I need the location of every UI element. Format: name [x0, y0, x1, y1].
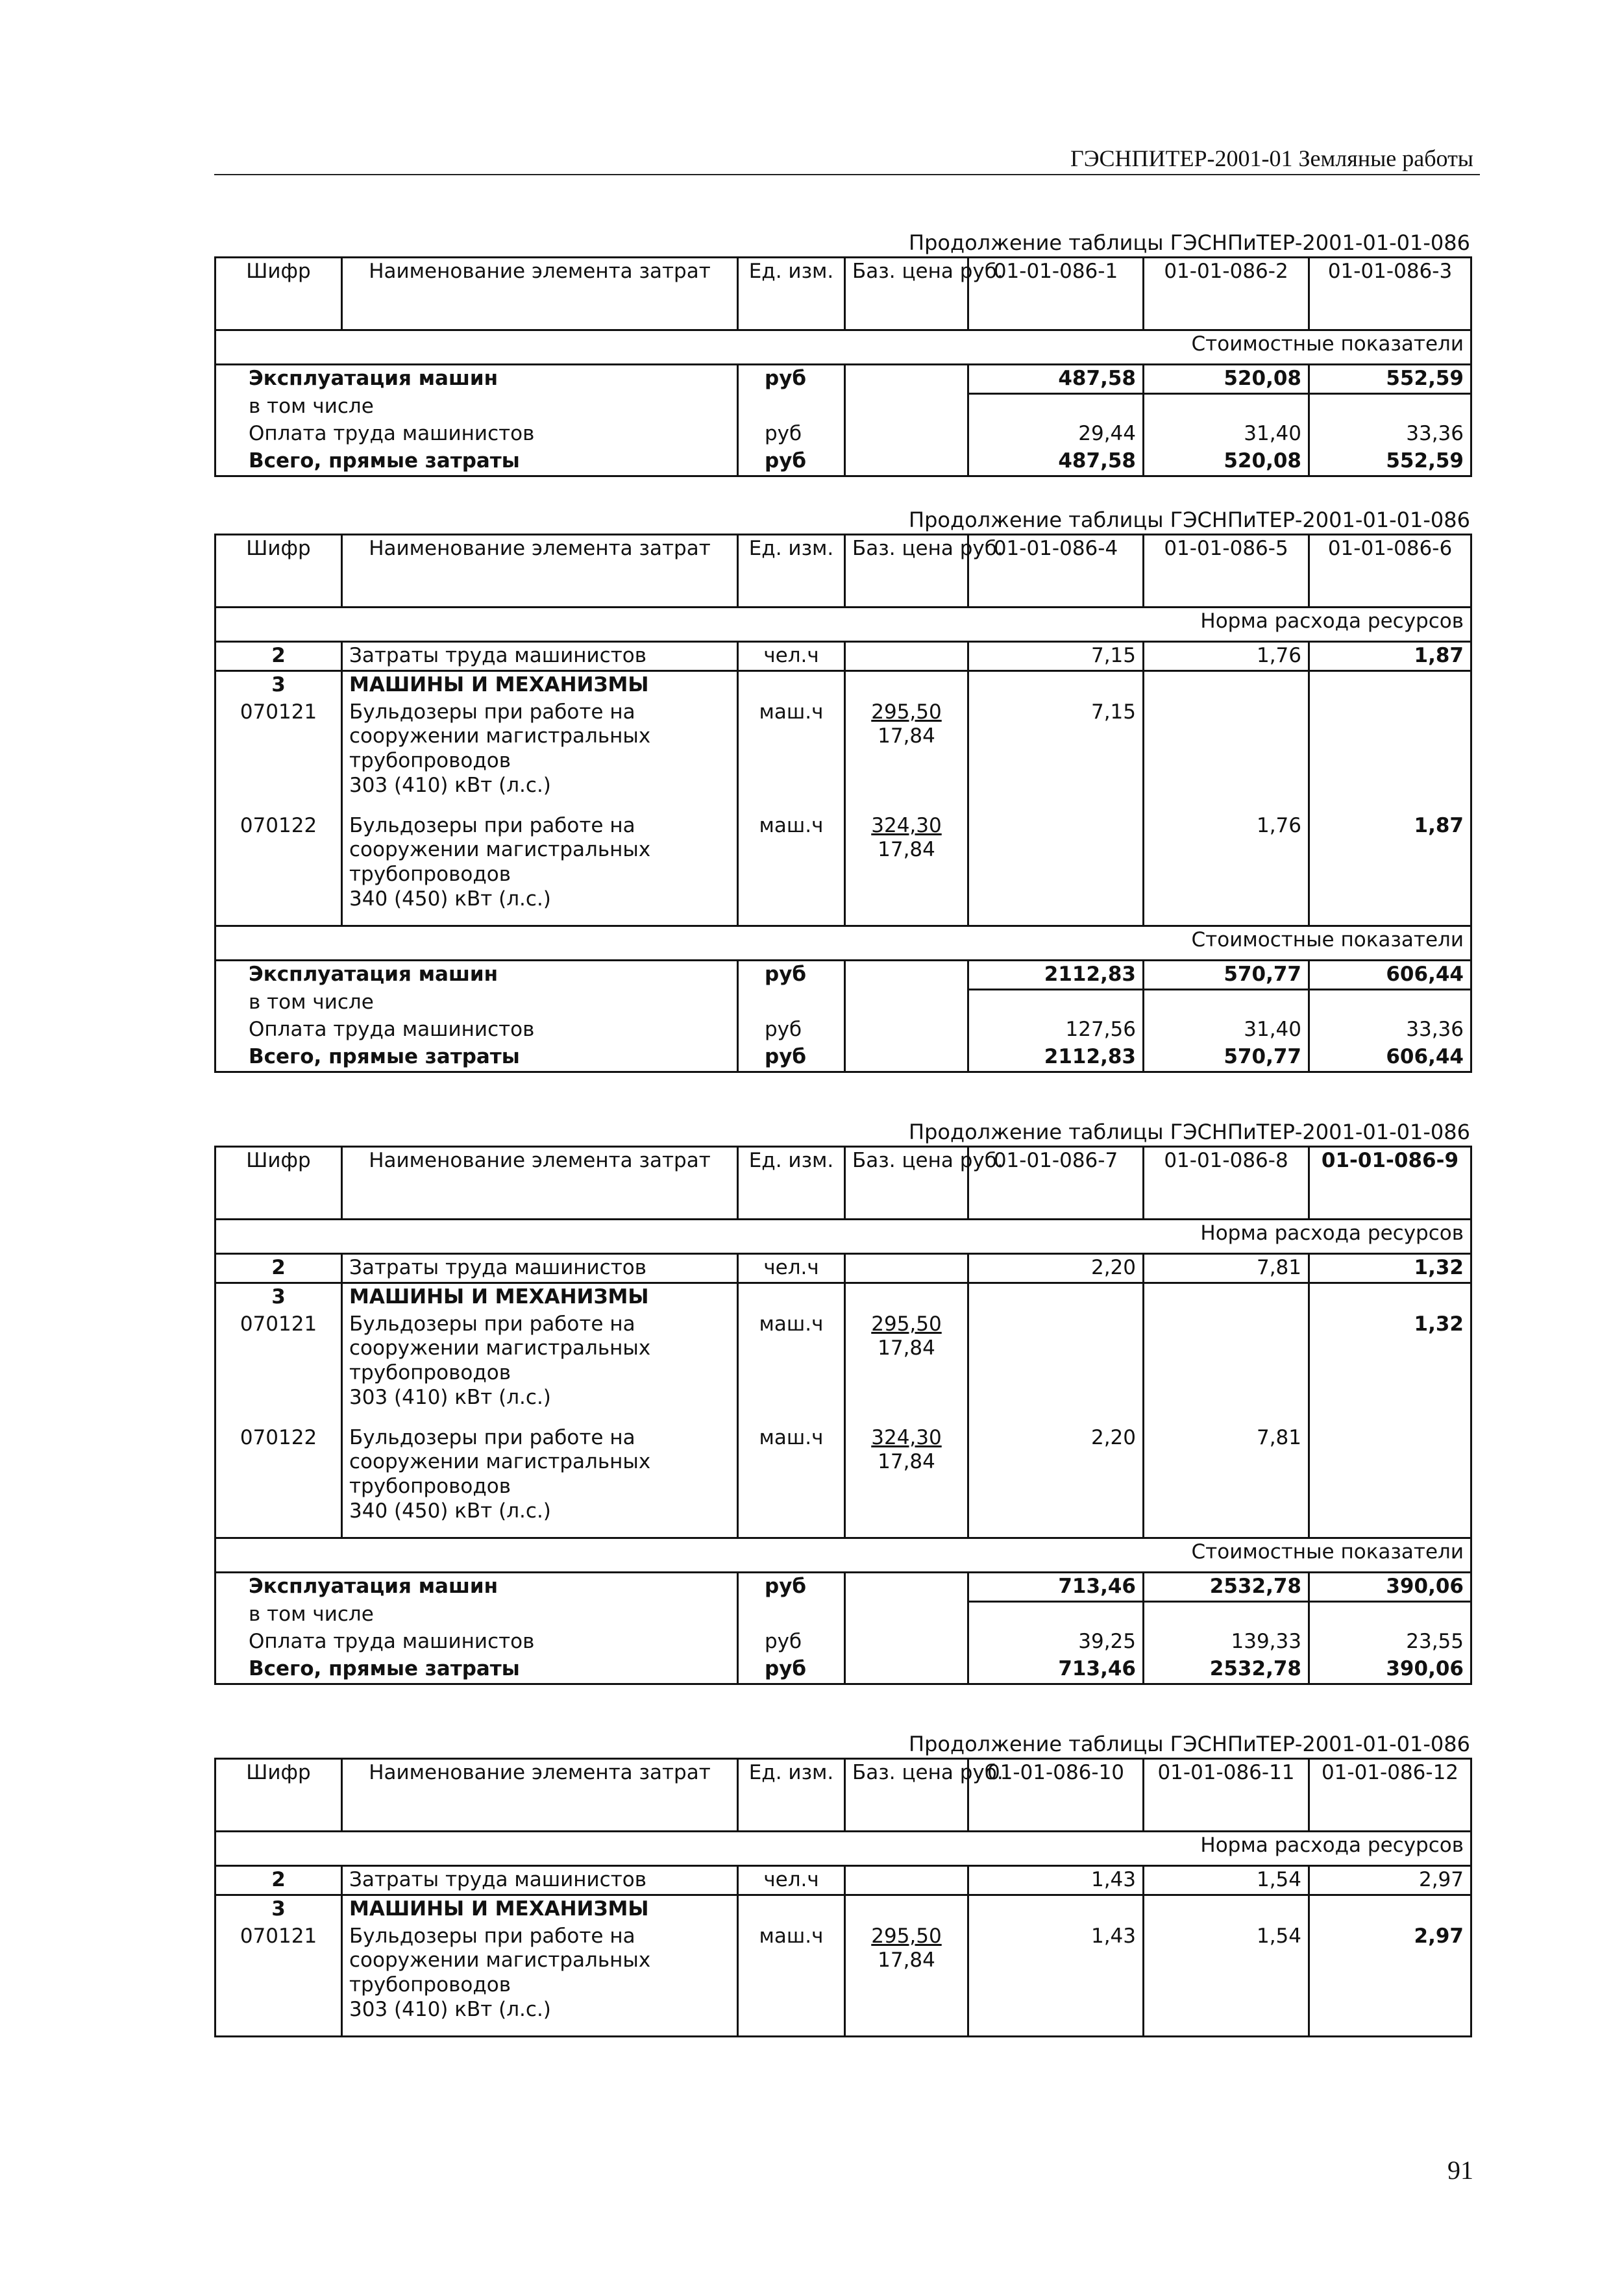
row-value: 1,54 [1144, 1866, 1309, 1895]
machine-row [215, 1425, 1471, 1538]
row-price [845, 699, 968, 813]
cost-value: 552,59 [1309, 365, 1471, 394]
section-label-cost: Стоимостные показатели [215, 926, 1471, 961]
cost-value: 23,55 [1309, 1628, 1471, 1656]
cost-name: в том числе [215, 1601, 738, 1628]
row-value: 1,87 [1309, 813, 1471, 926]
row-value: 1,54 [1144, 1923, 1309, 2037]
col-header-code: Шифр [215, 535, 342, 608]
cost-value: 2112,83 [968, 1044, 1144, 1072]
cost-value: 29,44 [968, 421, 1144, 448]
cost-value: 33,36 [1309, 421, 1471, 448]
name-line: трубопроводов [349, 1475, 511, 1499]
machines-heading-row [215, 1283, 1471, 1310]
cost-value: 390,06 [1309, 1656, 1471, 1684]
name-line: трубопроводов [349, 1361, 511, 1385]
cost-value: 139,33 [1144, 1628, 1309, 1656]
col-header-code-3: 01-01-086-6 [1309, 535, 1471, 608]
col-header-name: Наименование элемента затрат [342, 1759, 738, 1832]
estimate-table-4 [214, 1758, 1472, 2037]
name-line: трубопроводов [349, 863, 511, 887]
row-value [968, 1311, 1144, 1425]
wage-price: 17,84 [878, 838, 935, 862]
cost-unit: руб [738, 1044, 845, 1072]
table-header-row [215, 1759, 1471, 1832]
cost-value: 390,06 [1309, 1573, 1471, 1602]
col-header-unit: Ед. изм. [738, 258, 845, 330]
cost-name: Оплата труда машинистов [215, 421, 738, 448]
labor-row [215, 1254, 1471, 1283]
cost-unit: руб [738, 1628, 845, 1656]
cost-name: Оплата труда машинистов [215, 1016, 738, 1044]
cost-value: 713,46 [968, 1656, 1144, 1684]
cost-row [215, 1656, 1471, 1684]
row-value [1144, 699, 1309, 813]
cost-name: Всего, прямые затраты [215, 448, 738, 476]
cost-value: 31,40 [1144, 1016, 1309, 1044]
cost-value: 520,08 [1144, 448, 1309, 476]
row-value: 7,81 [1144, 1254, 1309, 1283]
row-value: 1,43 [968, 1923, 1144, 2037]
cost-value: 487,58 [968, 448, 1144, 476]
row-code: 070122 [215, 813, 342, 926]
section-label-norm: Норма расхода ресурсов [215, 1220, 1471, 1254]
col-header-price: Баз. цена руб. [845, 258, 968, 330]
name-line: трубопроводов [349, 749, 511, 773]
estimate-table-2 [214, 534, 1472, 1073]
row-unit: маш.ч [738, 1923, 845, 2037]
cost-unit: руб [738, 961, 845, 990]
table-caption: Продолжение таблицы ГЭСНПиТЕР-2001-01-01-086 [909, 508, 1470, 532]
row-value: 2,97 [1309, 1923, 1471, 2037]
cost-unit: руб [738, 1016, 845, 1044]
machines-heading-row [215, 1895, 1471, 1923]
cost-name: в том числе [215, 393, 738, 421]
estimate-table-1 [214, 256, 1472, 477]
cost-value: 2532,78 [1144, 1573, 1309, 1602]
base-price: 295,50 [871, 1312, 942, 1336]
table-caption: Продолжение таблицы ГЭСНПиТЕР-2001-01-01-086 [909, 230, 1470, 255]
col-header-code-2: 01-01-086-2 [1144, 258, 1309, 330]
row-value: 1,76 [1144, 642, 1309, 671]
section-label-norm: Норма расхода ресурсов [215, 1832, 1471, 1866]
cost-value: 2112,83 [968, 961, 1144, 990]
cost-row [215, 1601, 1471, 1628]
row-value: 2,20 [968, 1425, 1144, 1538]
row-value: 1,32 [1309, 1311, 1471, 1425]
col-header-code-1: 01-01-086-1 [968, 258, 1144, 330]
cost-value: 2532,78 [1144, 1656, 1309, 1684]
cost-value: 713,46 [968, 1573, 1144, 1602]
cost-row [215, 365, 1471, 394]
section-label-cost: Стоимостные показатели [215, 1538, 1471, 1573]
row-code: 070121 [215, 1923, 342, 2037]
cost-value: 487,58 [968, 365, 1144, 394]
section-label-norm: Норма расхода ресурсов [215, 608, 1471, 642]
cost-unit: руб [738, 448, 845, 476]
row-name [342, 1923, 738, 2037]
base-price: 324,30 [871, 813, 942, 837]
row-value: 7,81 [1144, 1425, 1309, 1538]
cost-row [215, 421, 1471, 448]
cost-row [215, 989, 1471, 1016]
row-value [968, 813, 1144, 926]
cost-name: Эксплуатация машин [215, 961, 738, 990]
row-value [1309, 1425, 1471, 1538]
cost-unit: руб [738, 365, 845, 394]
name-line: 303 (410) кВт (л.с.) [349, 774, 551, 798]
row-code: 070122 [215, 1425, 342, 1538]
cost-row [215, 1628, 1471, 1656]
cost-row [215, 1016, 1471, 1044]
cost-row [215, 1044, 1471, 1072]
section-label-cost: Стоимостные показатели [215, 330, 1471, 365]
cost-row [215, 1573, 1471, 1602]
machines-heading-row [215, 670, 1471, 698]
row-code: 3 [215, 670, 342, 698]
row-value: 2,20 [968, 1254, 1144, 1283]
row-name: МАШИНЫ И МЕХАНИЗМЫ [342, 670, 738, 698]
name-line: Бульдозеры при работе на [349, 1425, 635, 1449]
row-unit: маш.ч [738, 1311, 845, 1425]
name-line: Бульдозеры при работе на [349, 700, 635, 724]
col-header-name: Наименование элемента затрат [342, 535, 738, 608]
base-price: 324,30 [871, 1425, 942, 1449]
row-price [845, 813, 968, 926]
cost-unit: руб [738, 421, 845, 448]
col-header-code: Шифр [215, 1147, 342, 1220]
cost-name: в том числе [215, 989, 738, 1016]
row-unit: маш.ч [738, 699, 845, 813]
cost-value: 606,44 [1309, 961, 1471, 990]
col-header-code-1: 01-01-086-7 [968, 1147, 1144, 1220]
col-header-price: Баз. цена руб. [845, 535, 968, 608]
name-line: 340 (450) кВт (л.с.) [349, 887, 551, 911]
cost-value: 127,56 [968, 1016, 1144, 1044]
name-line: 340 (450) кВт (л.с.) [349, 1499, 551, 1523]
col-header-code: Шифр [215, 258, 342, 330]
wage-price: 17,84 [878, 1948, 935, 1973]
base-price: 295,50 [871, 1924, 942, 1948]
cost-value: 606,44 [1309, 1044, 1471, 1072]
row-value: 1,76 [1144, 813, 1309, 926]
labor-row [215, 1866, 1471, 1895]
row-value: 1,32 [1309, 1254, 1471, 1283]
row-name [342, 813, 738, 926]
row-value: 1,43 [968, 1866, 1144, 1895]
col-header-code-3: 01-01-086-3 [1309, 258, 1471, 330]
row-value [1309, 699, 1471, 813]
table-caption: Продолжение таблицы ГЭСНПиТЕР-2001-01-01-086 [909, 1120, 1470, 1144]
row-value: 7,15 [968, 642, 1144, 671]
table-header-row [215, 535, 1471, 608]
row-unit: чел.ч [738, 642, 845, 671]
cost-unit: руб [738, 1573, 845, 1602]
wage-price: 17,84 [878, 1336, 935, 1360]
row-value: 2,97 [1309, 1866, 1471, 1895]
row-value [1144, 1311, 1309, 1425]
name-line: сооружении магистральных [349, 1336, 651, 1360]
col-header-price: Баз. цена руб. [845, 1147, 968, 1220]
cost-value: 570,77 [1144, 1044, 1309, 1072]
cost-name: Оплата труда машинистов [215, 1628, 738, 1656]
cost-name: Всего, прямые затраты [215, 1044, 738, 1072]
table-header-row [215, 258, 1471, 330]
col-header-code-1: 01-01-086-4 [968, 535, 1144, 608]
col-header-code-3: 01-01-086-12 [1309, 1759, 1471, 1832]
row-name [342, 699, 738, 813]
col-header-code-3: 01-01-086-9 [1309, 1147, 1471, 1220]
name-line: сооружении магистральных [349, 724, 651, 748]
col-header-code-2: 01-01-086-11 [1144, 1759, 1309, 1832]
row-price [845, 1311, 968, 1425]
machine-row [215, 699, 1471, 813]
cost-value: 570,77 [1144, 961, 1309, 990]
cost-name: Эксплуатация машин [215, 365, 738, 394]
page-number: 91 [1447, 2156, 1473, 2185]
cost-name: Эксплуатация машин [215, 1573, 738, 1602]
wage-price: 17,84 [878, 1450, 935, 1474]
row-name: МАШИНЫ И МЕХАНИЗМЫ [342, 1895, 738, 1923]
row-unit: чел.ч [738, 1254, 845, 1283]
machine-row [215, 1311, 1471, 1425]
wage-price: 17,84 [878, 724, 935, 748]
col-header-code: Шифр [215, 1759, 342, 1832]
col-header-name: Наименование элемента затрат [342, 258, 738, 330]
name-line: сооружении магистральных [349, 1948, 651, 1973]
row-code: 070121 [215, 699, 342, 813]
row-unit: маш.ч [738, 1425, 845, 1538]
cost-name: Всего, прямые затраты [215, 1656, 738, 1684]
name-line: Бульдозеры при работе на [349, 813, 635, 837]
row-code: 2 [215, 1866, 342, 1895]
base-price: 295,50 [871, 700, 942, 724]
cost-value: 39,25 [968, 1628, 1144, 1656]
name-line: трубопроводов [349, 1973, 511, 1997]
row-name [342, 1311, 738, 1425]
running-header: ГЭСНПИТЕР-2001-01 Земляные работы [1070, 145, 1473, 171]
row-name [342, 1425, 738, 1538]
row-name: Затраты труда машинистов [342, 642, 738, 671]
cost-value: 31,40 [1144, 421, 1309, 448]
name-line: сооружении магистральных [349, 1450, 651, 1474]
machine-row [215, 1923, 1471, 2037]
row-code: 3 [215, 1283, 342, 1310]
row-value: 1,87 [1309, 642, 1471, 671]
name-line: 303 (410) кВт (л.с.) [349, 1386, 551, 1410]
name-line: Бульдозеры при работе на [349, 1924, 635, 1948]
row-name: Затраты труда машинистов [342, 1866, 738, 1895]
name-line: Бульдозеры при работе на [349, 1312, 635, 1336]
row-unit: маш.ч [738, 813, 845, 926]
row-code: 2 [215, 1254, 342, 1283]
header-rule [214, 174, 1480, 175]
col-header-price: Баз. цена руб. [845, 1759, 968, 1832]
row-name: МАШИНЫ И МЕХАНИЗМЫ [342, 1283, 738, 1310]
col-header-code-1: 01-01-086-10 [968, 1759, 1144, 1832]
col-header-unit: Ед. изм. [738, 535, 845, 608]
machine-row [215, 813, 1471, 926]
name-line: 303 (410) кВт (л.с.) [349, 1998, 551, 2022]
row-code: 070121 [215, 1311, 342, 1425]
row-code: 3 [215, 1895, 342, 1923]
col-header-unit: Ед. изм. [738, 1147, 845, 1220]
row-price [845, 1923, 968, 2037]
row-name: Затраты труда машинистов [342, 1254, 738, 1283]
labor-row [215, 642, 1471, 671]
row-price [845, 1425, 968, 1538]
cost-row [215, 393, 1471, 421]
cost-unit: руб [738, 1656, 845, 1684]
cost-value: 552,59 [1309, 448, 1471, 476]
cost-row [215, 961, 1471, 990]
estimate-table-3 [214, 1146, 1472, 1685]
row-value: 7,15 [968, 699, 1144, 813]
cost-row [215, 448, 1471, 476]
col-header-code-2: 01-01-086-5 [1144, 535, 1309, 608]
name-line: сооружении магистральных [349, 838, 651, 862]
col-header-code-2: 01-01-086-8 [1144, 1147, 1309, 1220]
row-code: 2 [215, 642, 342, 671]
table-caption: Продолжение таблицы ГЭСНПиТЕР-2001-01-01-086 [909, 1732, 1470, 1756]
col-header-name: Наименование элемента затрат [342, 1147, 738, 1220]
table-header-row [215, 1147, 1471, 1220]
row-unit: чел.ч [738, 1866, 845, 1895]
cost-value: 33,36 [1309, 1016, 1471, 1044]
cost-value: 520,08 [1144, 365, 1309, 394]
col-header-unit: Ед. изм. [738, 1759, 845, 1832]
